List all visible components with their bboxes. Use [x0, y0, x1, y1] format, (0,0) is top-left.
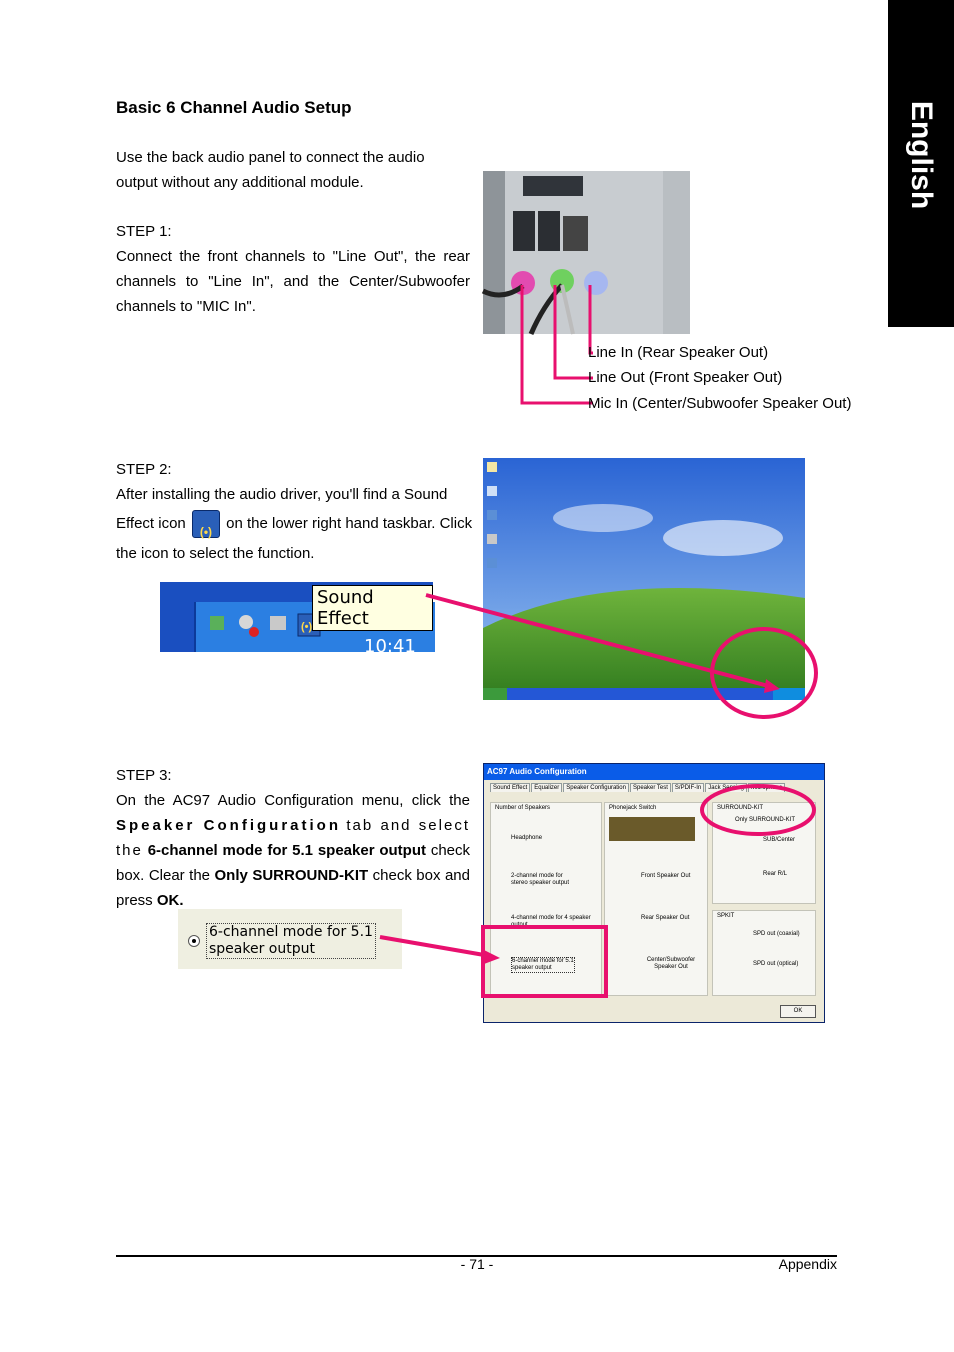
step2-block — [116, 457, 473, 566]
intro-text: Use the back audio panel to connect the audio output without any additional module. — [116, 149, 425, 191]
step3-t1: On the AC97 Audio Configuration menu, click the — [116, 792, 470, 809]
surround-kit-group: SURROUND-KIT Only SURROUND-KIT SUB/Center Rear R/L — [712, 802, 816, 904]
tray-icons — [206, 610, 316, 650]
clock: 10:41 AM — [364, 636, 416, 678]
step3-t2: Speaker Configuration — [116, 817, 341, 834]
radio-zoom-label: 6-channel mode for 5.1 speaker output — [206, 923, 376, 959]
speakers-group: Number of Speakers Headphone 2-channel mode for stereo speaker output 4-channel mode for 4 speaker output 6-channel mode for 5.1 speaker output — [490, 802, 602, 996]
option-headphone[interactable]: Headphone — [511, 835, 543, 841]
page-number: - 71 - — [460, 1256, 494, 1272]
step2-text-a: After installing the audio driver, you'll find a Sound — [116, 486, 448, 503]
radio-selected[interactable] — [188, 935, 200, 947]
step3-t4: 6-channel mode for 5.1 speaker output — [147, 842, 426, 859]
step3-t6: Only SURROUND-KIT — [214, 867, 369, 884]
error-icon — [249, 627, 259, 637]
footer-section: Appendix — [778, 1256, 837, 1272]
monitor-icon — [270, 616, 286, 630]
only-surround-kit-checkbox[interactable]: Only SURROUND-KIT — [735, 817, 796, 823]
dialog-title: AC97 Audio Configuration — [484, 764, 824, 780]
option-4ch[interactable]: 4-channel mode for 4 speaker output — [511, 915, 591, 928]
tab-spdif-in[interactable]: S/PDIF-In — [672, 783, 704, 792]
tab-equalizer[interactable]: Equalizer — [531, 783, 562, 792]
tab-sound-effect[interactable]: Sound Effect — [490, 783, 530, 792]
taskbar-crop — [160, 582, 433, 678]
step3-highlight-overlay — [378, 780, 820, 1000]
step1-block — [116, 219, 470, 319]
language-tab-label: English — [905, 100, 938, 210]
network-icon — [210, 616, 224, 630]
user-icon — [239, 615, 253, 629]
language-tab — [888, 0, 954, 327]
line-in-label: Line In (Rear Speaker Out) — [588, 344, 769, 361]
sound-effect-tooltip: Sound Effect — [312, 585, 433, 631]
step2-text-c: on the lower right hand taskbar. Click — [226, 515, 473, 532]
option-2ch[interactable]: 2-channel mode for stereo speaker output — [511, 873, 570, 886]
step3-t8: OK. — [156, 892, 184, 909]
ok-button[interactable]: OK — [780, 1005, 816, 1018]
svg-text:(•): (•) — [301, 621, 313, 633]
step2-text-b: Effect icon — [116, 515, 186, 532]
sound-effect-icon — [192, 510, 220, 538]
section-heading: Basic 6 Channel Audio Setup — [116, 98, 352, 117]
step3-t3: tab and select the — [116, 817, 470, 859]
line-out-label: Line Out (Front Speaker Out) — [588, 369, 783, 386]
step3-t5: check box. Clear the — [116, 842, 471, 884]
tab-speaker-test[interactable]: Speaker Test — [630, 783, 671, 792]
step2-text-d: the icon to select the function. — [116, 545, 315, 562]
step3-t7: check box and press — [116, 867, 470, 909]
tab-jack-sensing[interactable]: Jack Sensing — [705, 783, 747, 792]
phonejack-group: Phonejack Switch Front Speaker Out Rear Speaker Out Center/Subwoofer Speaker Out — [604, 802, 708, 996]
step1-text: Connect the front channels to "Line Out", the rear channels to "Line In", and the Center/Subwoofer channels to "MIC In". — [116, 248, 470, 315]
jack-callout-lines — [515, 285, 595, 410]
option-6ch[interactable]: 6-channel mode for 5.1 speaker output — [512, 958, 574, 971]
spkit-group: SPKIT SPD out (coaxial) SPD out (optical) — [712, 910, 816, 996]
tab-speaker-configuration[interactable]: Speaker Configuration — [563, 783, 629, 792]
step3-title: STEP 3: — [116, 767, 172, 784]
mic-in-label: Mic In (Center/Subwoofer Speaker Out) — [588, 395, 852, 412]
step2-arrow-overlay — [420, 585, 825, 720]
tab-microphone[interactable]: Microphone — [748, 783, 785, 792]
step2-title: STEP 2: — [116, 461, 172, 478]
radio-zoom-crop — [178, 909, 402, 969]
step1-title: STEP 1: — [116, 223, 172, 240]
